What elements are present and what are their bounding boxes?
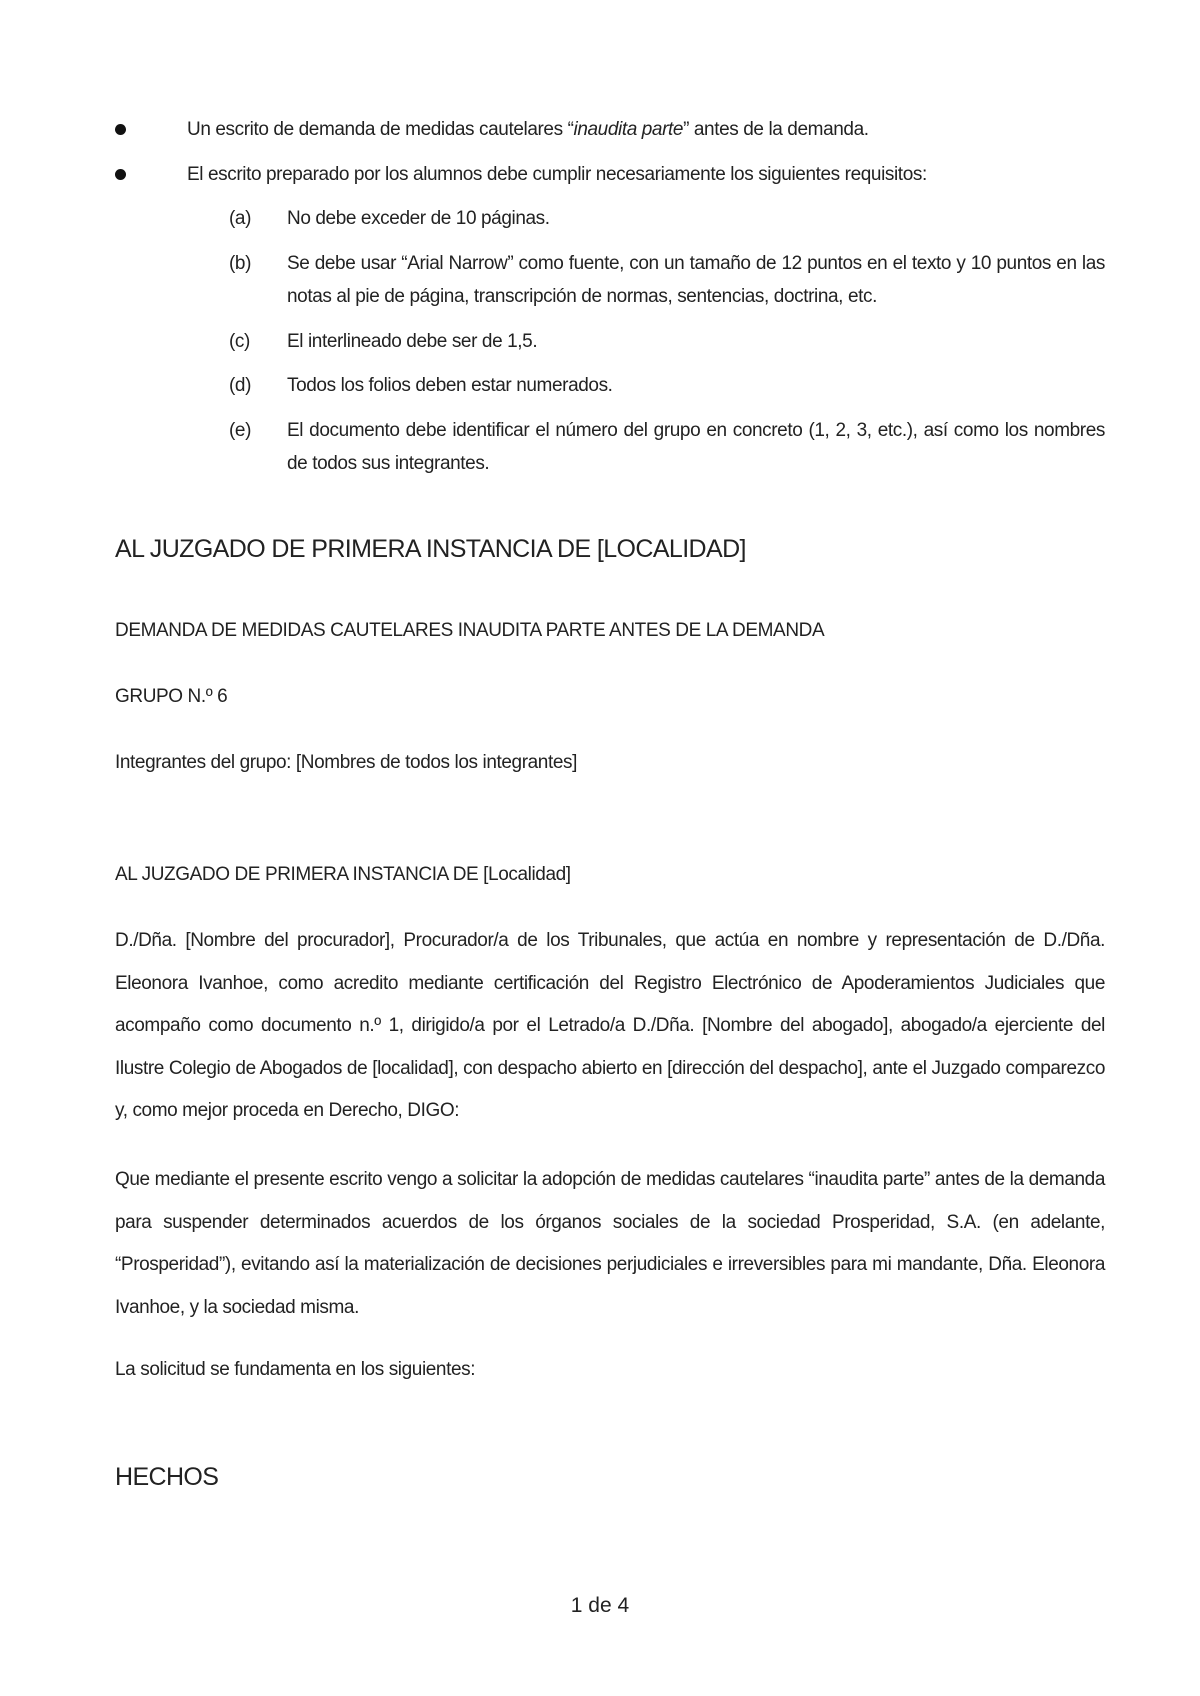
group-number: GRUPO N.º 6 <box>115 686 228 707</box>
requirement-text: No debe exceder de 10 páginas. <box>287 208 550 229</box>
requirement-label: (a) <box>229 208 252 229</box>
paragraph: Que mediante el presente escrito vengo a solicitar la adopción de medidas cautelares “inaudita parte” antes de la demanda para suspender determinados acuerdos de los órganos sociales de la sociedad Prosperidad, S.A. (en adelante, “Prosperidad”), evitando así la materialización de decisiones perjudiciales e irreversibles para mi mandante, Dña. Eleonora Ivanhoe, y la sociedad misma. <box>115 1169 1105 1318</box>
group-members: Integrantes del grupo: [Nombres de todos los integrantes] <box>115 752 577 773</box>
paragraph: D./Dña. [Nombre del procurador], Procurador/a de los Tribunales, que actúa en nombre y representación de D./Dña. Eleonora Ivanhoe, como acredito mediante certificación del Registro Electrónico de Apoderamientos Judiciales que acompaño como documento n.º 1, dirigido/a por el Letrado/a D./Dña. [Nombre del abogado], abogado/a ejerciente del Ilustre Colegio de Abogados de [localidad], con despacho abierto en [dirección del despacho], ante el Juzgado comparezco y, como mejor proceda en Derecho, DIGO: <box>115 930 1105 1121</box>
intro-line: La solicitud se fundamenta en los siguientes: <box>115 1359 476 1380</box>
page-number: 1 de 4 <box>570 1594 630 1617</box>
requirement-label: (c) <box>229 331 250 352</box>
requirement-text: Todos los folios deben estar numerados. <box>287 375 613 396</box>
bullet-icon <box>115 124 126 135</box>
section-heading: HECHOS <box>115 1463 219 1491</box>
requirement-text: El interlineado debe ser de 1,5. <box>287 331 538 352</box>
addressee-line: AL JUZGADO DE PRIMERA INSTANCIA DE [Localidad] <box>115 864 571 885</box>
requirement-text: Se debe usar “Arial Narrow” como fuente, con un tamaño de 12 puntos en el texto y 10 puntos en las notas al pie de página, transcripción de normas, sentencias, doctrina, etc. <box>287 253 1105 307</box>
court-heading: AL JUZGADO DE PRIMERA INSTANCIA DE [LOCALIDAD] <box>115 535 746 563</box>
requirement-label: (d) <box>229 375 252 396</box>
requirement-label: (e) <box>229 420 252 441</box>
bullet-icon <box>115 169 126 180</box>
bullet-text: Un escrito de demanda de medidas cautelares “inaudita parte” antes de la demanda. <box>187 119 869 140</box>
requirement-text: El documento debe identificar el número del grupo en concreto (1, 2, 3, etc.), así como los nombres de todos sus integrantes. <box>287 420 1105 474</box>
subject-line: DEMANDA DE MEDIDAS CAUTELARES INAUDITA PARTE ANTES DE LA DEMANDA <box>115 620 825 641</box>
requirement-label: (b) <box>229 253 252 274</box>
bullet-text: El escrito preparado por los alumnos debe cumplir necesariamente los siguientes requisitos: <box>187 164 927 185</box>
